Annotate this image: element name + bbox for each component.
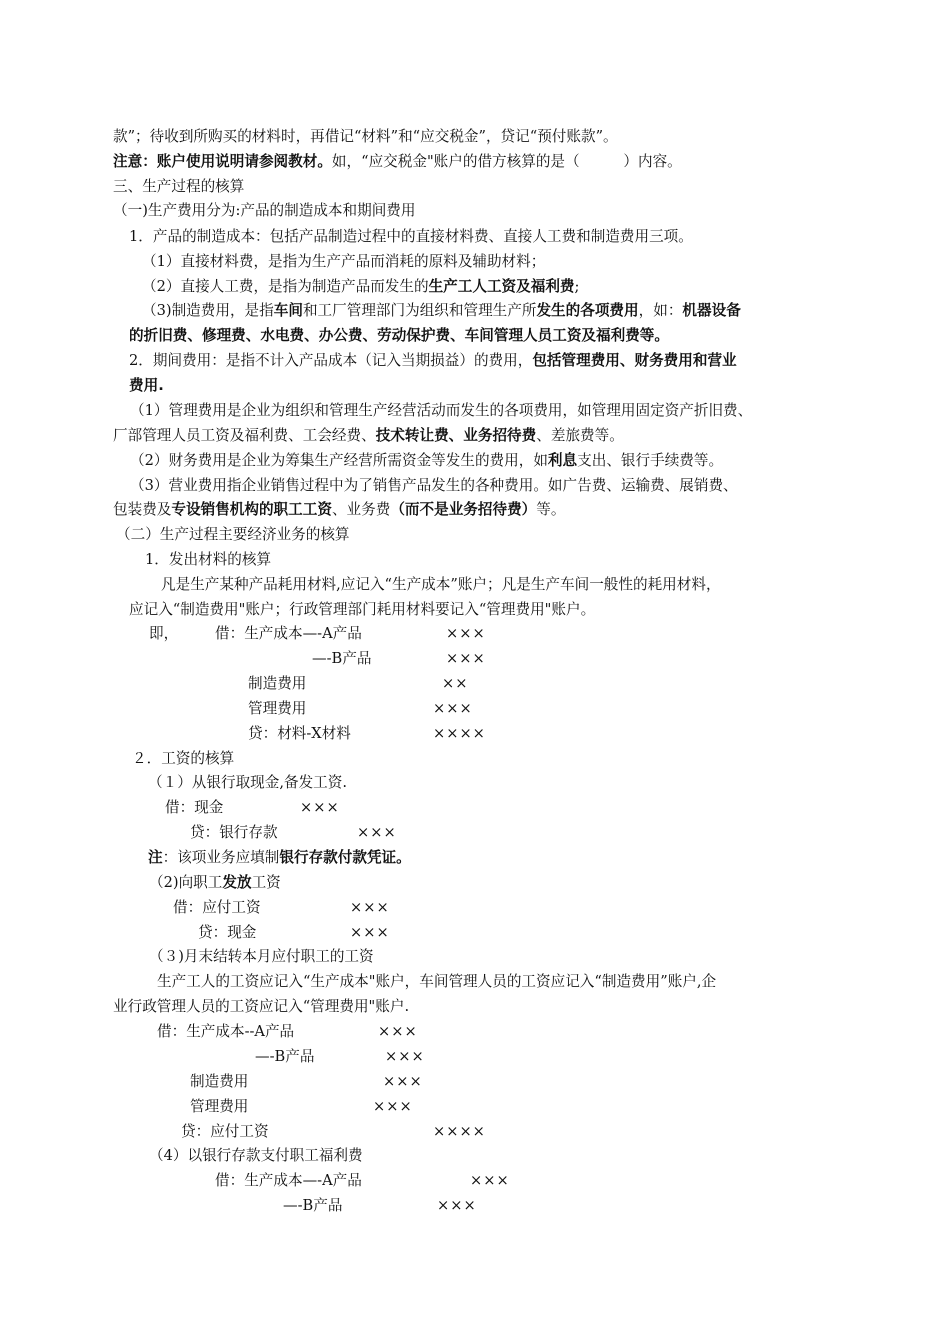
text-line: 业行政管理人员的工资应记入“管理费用"账户. [113, 998, 410, 1015]
journal-amount: ××× [350, 924, 390, 941]
journal-line: 贷：现金 [198, 924, 257, 941]
journal-amount: ××× [357, 824, 397, 841]
text-line: （2）财务费用是企业为筹集生产经营所需资金等发生的费用，如利息支出、银行手续费等。 [130, 452, 724, 469]
subsection-heading: （二）生产过程主要经济业务的核算 [116, 526, 350, 543]
journal-amount: ××× [383, 1073, 423, 1090]
journal-amount: ××× [373, 1098, 413, 1115]
section-heading: 三、生产过程的核算 [113, 178, 245, 195]
text-line: 款”；待收到所购买的材料时，再借记“材料”和“应交税金”，贷记“预付账款”。 [113, 128, 618, 145]
journal-amount: ××× [378, 1023, 418, 1040]
journal-amount: ××× [433, 700, 473, 717]
journal-line: 借：应付工资 [173, 899, 261, 916]
journal-line: —-B产品 [283, 1197, 343, 1214]
journal-line: —-B产品 [255, 1048, 315, 1065]
text-line: （4）以银行存款支付职工福利费 [149, 1147, 363, 1164]
journal-line: 贷：银行存款 [190, 824, 278, 841]
journal-prefix: 即， [149, 625, 179, 642]
journal-amount: ××× [470, 1172, 510, 1189]
text-line: 2．期间费用：是指不计入产品成本（记入当期损益）的费用，包括管理费用、财务费用和营业 [129, 352, 737, 369]
journal-line: 借：生产成本—-A产品 [215, 625, 362, 642]
journal-line: 制造费用 [248, 675, 307, 692]
journal-line: 贷：材料-X材料 [248, 725, 351, 742]
text-line: 生产工人的工资应记入“生产成本"账户，车间管理人员的工资应记入“制造费用”账户,企 [157, 973, 717, 990]
journal-amount: ×× [442, 675, 469, 692]
journal-line: 借：生产成本--A产品 [157, 1023, 295, 1040]
text-line: 凡是生产某种产品耗用材料,应记入“生产成本”账户；凡是生产车间一般性的耗用材料， [161, 576, 721, 593]
note-line: 注意：账户使用说明请参阅教材。如，“应交税金"账户的借方核算的是（ ）内容。 [113, 153, 682, 170]
journal-line: 贷：应付工资 [181, 1123, 269, 1140]
text-line: （1）管理费用是企业为组织和管理生产经营活动而发生的各项费用，如管理用固定资产折旧费、 [130, 402, 753, 419]
journal-amount: ××× [437, 1197, 477, 1214]
journal-amount: ××× [446, 650, 486, 667]
text-line: （3）营业费用指企业销售过程中为了销售产品发生的各种费用。如广告费、运输费、展销费、 [130, 477, 738, 494]
text-line: （１）从银行取现金,备发工资. [148, 774, 347, 791]
text-line: （3)制造费用，是指车间和工厂管理部门为组织和管理生产所发生的各项费用，如：机器设备 [142, 302, 741, 319]
note-line: 注：该项业务应填制银行存款付款凭证。 [148, 849, 411, 866]
text-line: （2）直接人工费，是指为制造产品而发生的生产工人工资及福利费; [142, 278, 580, 295]
text-line: 厂部管理人员工资及福利费、工会经费、技术转让费、业务招待费、差旅费等。 [113, 427, 624, 444]
journal-amount: ××× [446, 625, 486, 642]
text-line: 1．发出材料的核算 [145, 551, 272, 568]
text-line: ２．工资的核算 [132, 750, 235, 767]
subsection-heading: （一)生产费用分为:产品的制造成本和期间费用 [113, 202, 416, 219]
journal-line: 管理费用 [190, 1098, 249, 1115]
journal-line: 管理费用 [248, 700, 307, 717]
text-line: 费用. [129, 377, 164, 394]
text-line: 的折旧费、修理费、水电费、办公费、劳动保护费、车间管理人员工资及福利费等。 [129, 327, 669, 344]
text-line: （2)向职工发放工资 [149, 874, 281, 891]
journal-line: 借：现金 [165, 799, 224, 816]
text-line: 1．产品的制造成本：包括产品制造过程中的直接材料费、直接人工费和制造费用三项。 [129, 228, 693, 245]
text-line: （1）直接材料费，是指为生产产品而消耗的原料及辅助材料； [142, 253, 546, 270]
journal-line: 借：生产成本—-A产品 [215, 1172, 362, 1189]
text-line: 应记入“制造费用"账户；行政管理部门耗用材料要记入“管理费用"账户。 [129, 601, 596, 618]
journal-amount: ××× [300, 799, 340, 816]
text-line: 包装费及专设销售机构的职工工资、业务费（而不是业务招待费）等。 [113, 501, 566, 518]
journal-line: —-B产品 [312, 650, 372, 667]
text-line: （３)月末结转本月应付职工的工资 [149, 948, 374, 965]
journal-line: 制造费用 [190, 1073, 249, 1090]
journal-amount: ××× [350, 899, 390, 916]
journal-amount: ×××× [433, 725, 486, 742]
journal-amount: ××× [385, 1048, 425, 1065]
journal-amount: ×××× [433, 1123, 486, 1140]
